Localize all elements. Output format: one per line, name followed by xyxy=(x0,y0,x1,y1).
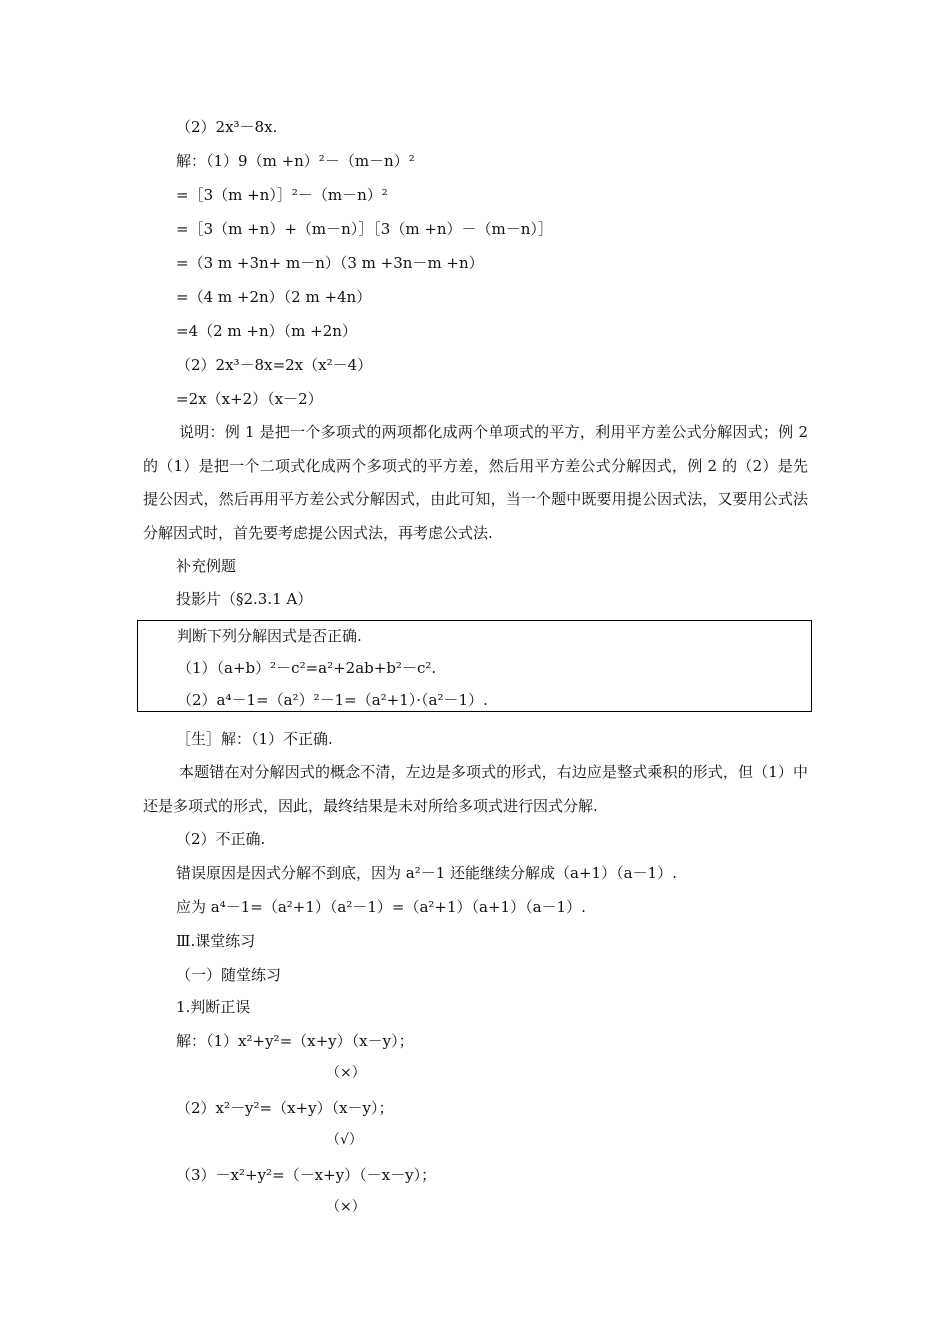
supplement-heading: 补充例题 xyxy=(176,557,237,575)
practice-question-2: （2）x²－y²=（x+y）（x－y）； xyxy=(176,1099,394,1117)
section-heading: Ⅲ.课堂练习 xyxy=(176,932,256,950)
solution-line-4: =（3 m +3n+ m－n）（3 m +3n－m +n） xyxy=(176,254,484,272)
box-item-1: （1）（a+b）²－c²=a²+2ab+b²－c². xyxy=(177,659,437,677)
subsection-heading: （一）随堂练习 xyxy=(176,966,282,984)
practice-mark-3: （×） xyxy=(326,1199,366,1215)
solution-line-2: =［3（m +n）］²－（m－n）² xyxy=(176,186,388,204)
solution-line-8: =2x（x+2）（x－2） xyxy=(176,390,323,408)
practice-mark-2: （√） xyxy=(326,1132,363,1148)
practice-item-title: 1.判断正误 xyxy=(176,998,251,1016)
solution-line-3: =［3（m +n）+（m－n）］［3（m +n）－（m－n）］ xyxy=(176,220,553,238)
exercise-box xyxy=(137,620,812,712)
answer-reason-paragraph: 本题错在对分解因式的概念不清，左边是多项式的形式，右边应是整式乘积的形式，但（1）中还是多项式的形式，因此，最终结果是未对所给多项式进行因式分解. xyxy=(143,763,808,815)
error-cause: 错误原因是因式分解不到底，因为 a²－1 还能继续分解成（a+1）（a－1）. xyxy=(176,864,677,882)
answer-line-1: ［生］解：（1）不正确. xyxy=(176,730,333,748)
box-item-2: （2）a⁴－1=（a²）²－1=（a²+1）·（a²－1）. xyxy=(177,691,488,709)
solution-line-6: =4（2 m +n）（m +2n） xyxy=(176,322,357,340)
practice-question-3: （3）－x²+y²=（－x+y）（－x－y）； xyxy=(176,1166,437,1184)
solution-line-5: =（4 m +2n）（2 m +4n） xyxy=(176,288,372,306)
answer-line-2: （2）不正确. xyxy=(176,830,266,848)
practice-mark-1: （×） xyxy=(326,1065,366,1081)
slide-reference: 投影片（§2.3.1 A） xyxy=(176,590,313,608)
box-title: 判断下列分解因式是否正确. xyxy=(177,627,362,645)
problem-2-statement: （2）2x³－8x. xyxy=(176,118,278,136)
practice-question-1: 解：（1）x²+y²=（x+y）（x－y）； xyxy=(176,1032,414,1050)
correct-answer: 应为 a⁴－1=（a²+1）（a²－1）=（a²+1）（a+1）（a－1）. xyxy=(176,898,586,916)
solution-line-7: （2）2x³－8x=2x（x²－4） xyxy=(176,356,373,374)
solution-line-1: 解：（1）9（m +n）²－（m－n）² xyxy=(176,152,415,170)
explanation-paragraph: 说明：例 1 是把一个多项式的两项都化成两个单项式的平方，利用平方差公式分解因式；例 2 的（1）是把一个二项式化成两个多项式的平方差，然后用平方差公式分解因式，例 2 的（2）是先提公因式，然后再用平方差公式分解因式，由此可知，当一个题中既要用提公因式法，又要用公式法分解因式时，首先要考虑提公因式法，再考虑公式法. xyxy=(143,423,808,542)
